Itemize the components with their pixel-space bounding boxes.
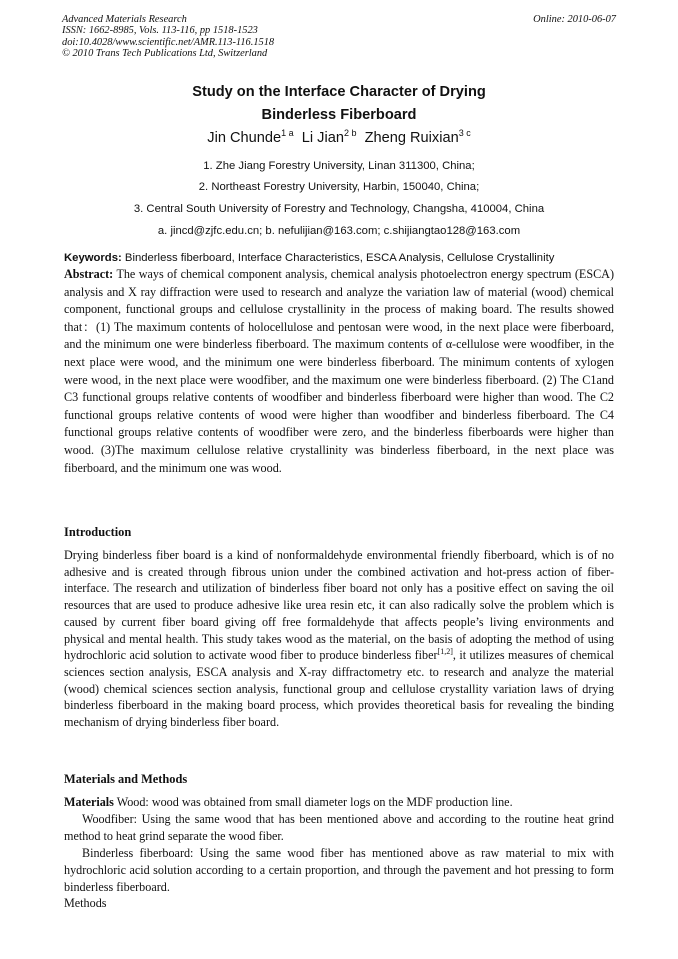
author-name: Zheng Ruixian [364, 130, 459, 146]
abstract [64, 266, 614, 477]
materials-binderless: Binderless fiberboard: Using the same wood fiber has mentioned above as raw material to mix with hydrochloric acid solution according to a certain proportion, and through the pavement and hot pressing to form binderless fiberboard. [64, 845, 614, 894]
affiliation-3: 3. Central South University of Forestry and Technology, Changsha, 410004, China [133, 203, 545, 215]
author-affiliation-marker: 3 c [458, 128, 471, 138]
author-emails: a. jincd@zjfc.edu.cn; b. nefulijian@163.com; c.shijiangtao128@163.com [157, 225, 521, 237]
online-date: Online: 2010-06-07 [533, 14, 616, 25]
journal-copyright: © 2010 Trans Tech Publications Ltd, Switzerland [62, 48, 268, 60]
abstract-label: Abstract: [64, 267, 114, 281]
keywords [64, 252, 624, 264]
materials-wood: Wood: wood was obtained from small diameter logs on the MDF production line. [116, 795, 513, 809]
abstract-text: The ways of chemical component analysis, chemical analysis photoelectron energy spectrum (ESCA) analysis and X ray diffraction were used to research and analyze the variation law of material (wood) chemical component, functional groups and cellulose crystallinity in the process of making board. The results showed that：(1) The maximum contents of holocellulose and pentosan were wood, in the next place were fiberboard, and the minimum one were binderless fiberboard. The maximum contents of α-cellulose were woodfiber, in the next place were wood, and the minimum one were binderless fiberboard. The minimum contents of xylogen were wood, in the next place were woodfiber, and the maximum one were binderless fiberboard. (2) The C1and C3 functional groups relative contents of woodfiber and binderless fiberboard were higher than wood. The C2 functional groups relative contents of wood were higher than woodfiber and binderless fiberboard. The C4 functional groups relative contents of woodfiber were zero, and the binderless fiberboards were higher than wood. (3)The maximum cellulose relative crystallinity was binderless fiberboard, in the next place was fiberboard, and the minimum one was wood. [64, 267, 614, 475]
citation-marker: [1,2] [437, 647, 453, 657]
introduction-body [64, 547, 614, 731]
journal-doi: doi:10.4028/www.scientific.net/AMR.113-116.1518 [62, 36, 275, 48]
author-name: Jin Chunde [207, 130, 282, 146]
materials-methods-heading: Materials and Methods [64, 772, 188, 786]
author-list [62, 128, 616, 146]
paper-title-line-1: Study on the Interface Character of Drying [192, 84, 486, 100]
introduction-heading: Introduction [64, 525, 132, 539]
materials-woodfiber: Woodfiber: Using the same wood that has been mentioned above and according to the routine heat grind method to heat grind separate the wood fiber. [64, 811, 614, 843]
author-affiliation-marker: 2 b [343, 128, 357, 138]
materials-label: Materials [64, 795, 114, 809]
journal-name: Advanced Materials Research [62, 14, 187, 25]
paper-title-line-2: Binderless Fiberboard [261, 107, 417, 123]
author-name: Li Jian [301, 130, 344, 146]
affiliation-1: 1. Zhe Jiang Forestry University, Linan 311300, China; [203, 160, 475, 172]
journal-header [62, 14, 616, 60]
introduction-text-continued: , it utilizes measures of chemical sciences section analysis, ESCA analysis and X-ray diffractometry etc. to research and analyze the material (wood) chemical sciences section analysis, functional group and cellulose crystallity variation laws of drying binderless fiberboard in the making board process, which provides theoretical basis for revealing the binding mechanism of drying binderless fiber board. [64, 648, 614, 730]
materials-section [64, 794, 614, 912]
journal-issn: ISSN: 1662-8985, Vols. 113-116, pp 1518-1523 [62, 25, 258, 37]
affiliation-2: 2. Northeast Forestry University, Harbin, 150040, China; [198, 181, 480, 193]
methods-label: Methods [64, 896, 107, 911]
keywords-label: Keywords: [64, 252, 122, 264]
author-affiliation-marker: 1 a [281, 128, 294, 138]
introduction-text: Drying binderless fiber board is a kind of nonformaldehyde environmental friendly fiberboard, which is of no adhesive and is created through fibrous union under the combined activation and hot-press action of fiber-interface. The research and utilization of binderless fiber board not only has a positive effect on saving the oil resources that are used to produce adhesive like urea resin etc, it can also radically solve the problem which is caused by current fiber board giving off free formaldehyde that affects people’s living environments and physical and mental health. This study takes wood as the material, on the basis of adopting the method of using hydrochloric acid solution to activate wood fiber to produce binderless fiber [64, 548, 614, 663]
keywords-text: Binderless fiberboard, Interface Characteristics, ESCA Analysis, Cellulose Crystallinity [124, 252, 555, 264]
